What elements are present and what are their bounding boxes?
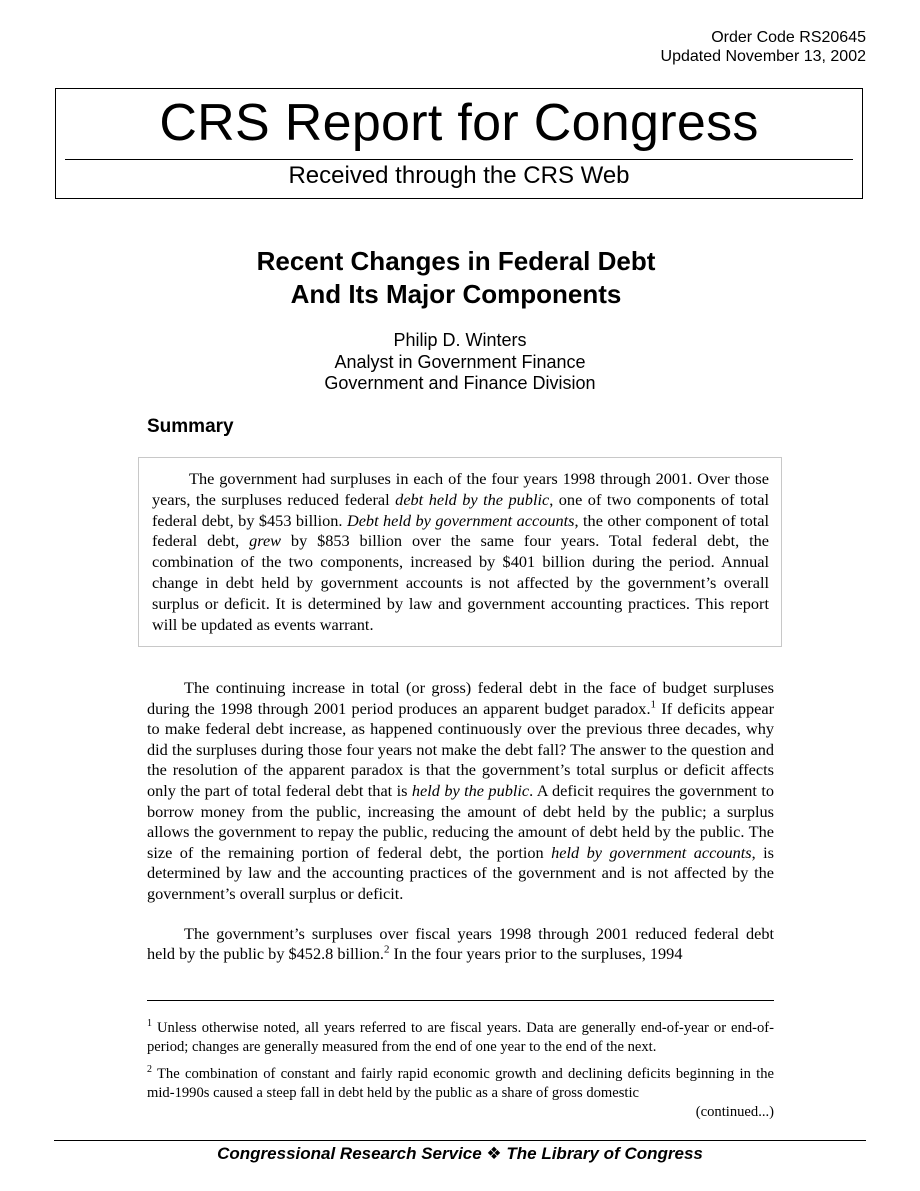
footnote-divider [147,1000,774,1001]
page-footer: Congressional Research Service ❖ The Library of Congress [217,1144,703,1163]
report-title [0,245,912,311]
body-text-part: The government’s surpluses over fiscal years 1998 through 2001 reduced federal debt held by the public by $452.8 billion. [147,923,774,964]
summary-emphasis: Debt held by government accounts [346,510,575,530]
body-text-part: The continuing increase in total (or gross) federal debt in the face of budget surpluses during the 1998 through 2001 period produces an apparent budget paradox. [147,678,774,718]
report-title-line1: Recent Changes in Federal Debt [256,246,656,276]
footnote-text: Unless otherwise noted, all years referred to are fiscal years. Data are generally end-of-year or end-of-period; changes are generally measured from the end of one year to the end of the next. [147,1020,774,1055]
body-text-part: . A deficit requires the government to borrow money from the public, increasing the amount of debt held by the public; a surplus allows the government to repay the public, reducing the amount of debt held by the public. The size of the remaining portion of federal debt, the portion [147,780,774,862]
order-code: Order Code RS20645 [711,29,866,46]
body-paragraph-2 [147,924,774,965]
footnotes [147,1019,774,1122]
summary-emphasis: grew [249,531,282,551]
footnote-text: The combination of constant and fairly rapid economic growth and declining deficits beginning in the mid-1990s caused a steep fall in debt held by the public as a share of gross domestic [147,1066,774,1101]
author-block [0,330,920,395]
order-code-block [661,28,866,66]
body-text [147,678,774,984]
body-text-part: In the four years prior to the surpluses, 1994 [389,944,683,964]
footer-divider [54,1140,866,1141]
report-title-line2: And Its Major Components [290,279,622,309]
body-paragraph-1 [147,678,774,905]
body-text-part: If deficits appear to make federal debt increase, as happened continuously over the previous three decades, why did the surpluses during those four years not make the debt fall? The answer to the question and the resolution of the apparent paradox is that the government’s total surplus or deficit affects only the part of total federal debt that is [147,698,775,800]
updated-date: Updated November 13, 2002 [660,48,866,65]
footnote-1 [147,1019,774,1057]
footnote-continued: (continued...) [695,1104,774,1120]
footnote-number: 2 [147,1064,152,1076]
author-title: Analyst in Government Finance [334,351,586,372]
summary-box [138,457,782,647]
footnote-number: 1 [147,1018,152,1030]
masthead-title: CRS Report for Congress [159,94,759,152]
footnote-ref-1[interactable]: 1 [650,698,657,711]
footnote-2 [147,1065,774,1103]
summary-text-part: by $853 billion over the same four years. Total federal debt, the combination of the two components, increased by $401 billion during the period. Annual change in debt held by government accounts is not affected by the government’s overall surplus or deficit. It is determined by law and government accounting practices. This report will be updated as events warrant. [152,531,769,634]
footnote-ref-2[interactable]: 2 [383,943,390,956]
author-name: Philip D. Winters [393,330,527,350]
masthead-divider [65,159,853,160]
masthead-subtitle: Received through the CRS Web [288,162,630,189]
body-emphasis: held by the public [411,780,530,800]
summary-emphasis: debt held by the public [395,489,550,509]
summary-text [152,469,769,635]
summary-text-part: The government had surpluses in each of the four years 1998 through 2001. Over those years, the surpluses reduced federal [152,469,769,509]
body-text-part: , is determined by law and the accounting practices of the government and is not affected by the government’s overall surplus or deficit. [147,842,774,903]
author-division: Government and Finance Division [324,373,596,393]
body-emphasis: held by government accounts [551,842,752,862]
summary-text-part: , the other component of total federal debt, [152,510,769,551]
summary-heading: Summary [147,416,234,437]
masthead-box [55,88,863,199]
summary-text-part: , one of two components of total federal debt, by $453 billion. [152,489,770,530]
